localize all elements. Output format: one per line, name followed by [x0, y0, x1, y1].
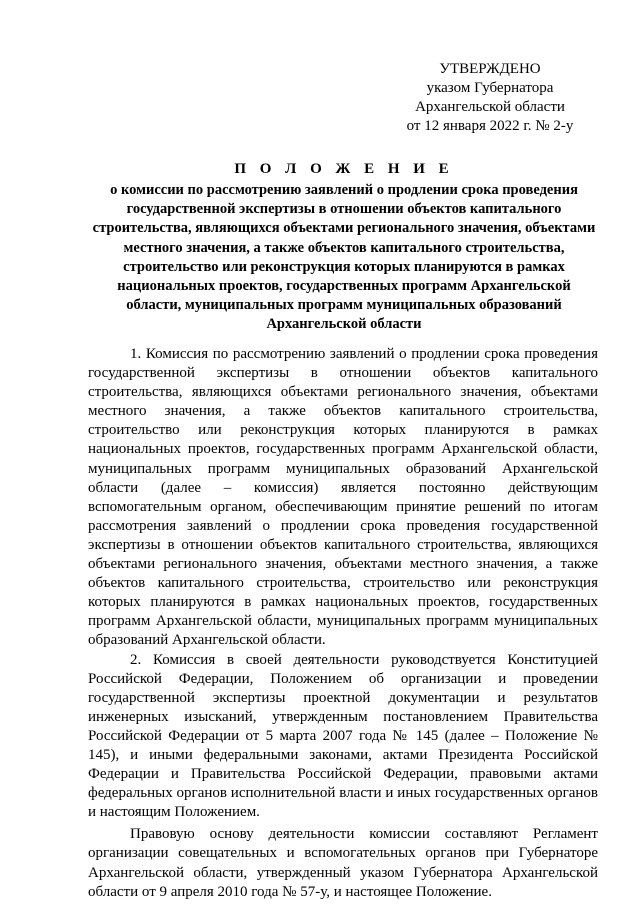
document-title-block [88, 160, 600, 335]
document-subtitle: о комиссии по рассмотрению заявлений о продлении срока проведения государственной экспертизы в отношении объектов капитального строительства, являющихся объектами регионального значения, объектами местного значения, а также объектов капитального строительства, строительство или реконструкция которых планируются в рамках национальных проектов, государственных программ Архангельской области, муниципальных программ муниципальных образований Архангельской области [92, 182, 596, 333]
document-body [88, 345, 598, 902]
approval-stamp [390, 60, 590, 136]
paragraph-3: Правовую основу деятельности комиссии составляют Регламент организации совещательных и вспомогательных органов при Губернаторе Архангельской области, утвержденный указом Губернатора Архангельской области от 9 апреля 2010 года № 57-у, и настоящее Положение. [88, 826, 598, 900]
document-heading: П О Л О Ж Е Н И Е [234, 161, 454, 177]
paragraph-1: 1. Комиссия по рассмотрению заявлений о продлении срока проведения государственной экспертизы в отношении объектов капитального строительства, являющихся объектами регионального значения, объектами местного значения, а также объектов капитального строительства, строительство или реконструкция которых планируются в рамках национальных проектов, государственных программ Архангельской области, муниципальных программ муниципальных образований Архангельской области (далее – комиссия) является постоянно действующим вспомогательным органом, обеспечивающим принятие решений по итогам рассмотрения заявлений о продлении срока проведения государственной экспертизы в отношении объектов капитального строительства, являющихся объектами регионального значения, объектами местного значения, а также объектов капитального строительства, строительство или реконструкция которых планируются в рамках национальных проектов, государственных программ Архангельской области, муниципальных программ муниципальных образований Архангельской области. [88, 346, 598, 649]
approval-title: УТВЕРЖДЕНО [439, 61, 541, 77]
approval-region: Архангельской области [415, 99, 565, 115]
paragraph-2: 2. Комиссия в своей деятельности руководствуется Конституцией Российской Федерации, Положением об организации и проведении государственной экспертизы проектной документации и результатов инженерных изысканий, утвержденным постановлением Правительства Российской Федерации от 5 марта 2007 года № 145 (далее – Положение № 145), и иными федеральными законами, актами Президента Российской Федерации и Правительства Российской Федерации, правовыми актами федеральных органов исполнительной власти и иных государственных органов и настоящим Положением. [88, 651, 598, 821]
approval-date: от 12 января 2022 г. № 2-у [406, 118, 574, 134]
approval-authority: указом Губернатора [426, 80, 554, 96]
